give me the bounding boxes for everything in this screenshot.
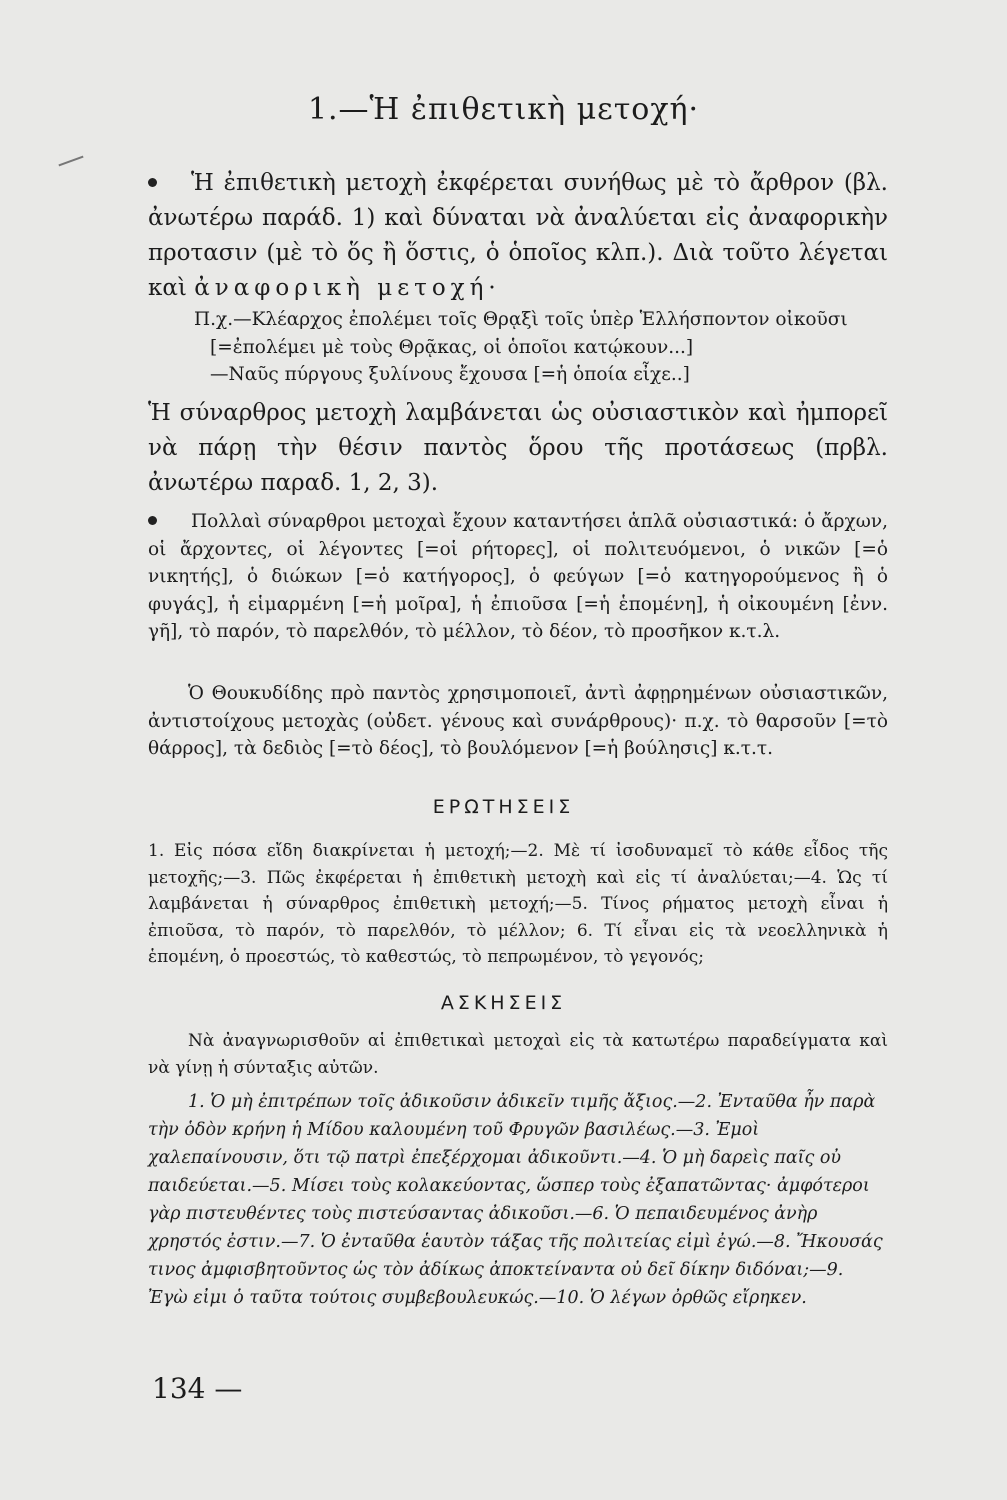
term-anaphoric-participle: ἀναφορικὴ μετοχή· [194, 275, 501, 301]
example-line: —Ναῦς πύργους ξυλίνους ἔχουσα [=ἡ ὁποία εἶχε..] [210, 364, 690, 385]
paragraph-definition [148, 166, 888, 306]
bullet-icon [148, 178, 157, 187]
paragraph-definition-text: Ἡ ἐπιθετικὴ μετοχὴ ἐκφέρεται συνήθως μὲ τὸ ἄρθρον (βλ. ἀνωτέρω παράδ. 1) καὶ δύναται νὰ ἀναλύεται εἰς ἀναφορικὴν προτασιν (μὲ τὸ ὅς ἢ ὅστις, ὁ ὁποῖος κλπ.). Διὰ τοῦτο λέγεται καὶ [148, 170, 888, 301]
page-title: 1.—Ἡ ἐπιθετικὴ μετοχή· [307, 92, 700, 127]
heading-questions: ΕΡΩΤΗΣΕΙΣ [432, 796, 575, 818]
margin-pencil-mark [58, 156, 83, 167]
paragraph-substantivized-text: Πολλαὶ σύναρθροι μετοχαὶ ἔχουν καταντήσει ἁπλᾶ οὐσιαστικά: ὁ ἄρχων, οἱ ἄρχοντες, οἱ λέγοντες [=οἱ ρήτορες], οἱ πολιτευόμενοι, ὁ νικῶν [=ὁ νικητής], ὁ διώκων [=ὁ κατήγορος], ὁ φεύγων [=ὁ κατηγορούμενος ἢ ὁ φυγάς], ἡ εἱμαρμένη [=ἡ μοῖρα], ἡ ἐπιοῦσα [=ἡ ἑπομένη], ἡ οἰκουμένη [ἐνν. γῆ], τὸ παρόν, τὸ παρελθόν, τὸ μέλλον, τὸ δέον, τὸ προσῆκον κ.τ.λ. [148, 511, 888, 642]
example-line: Π.χ.—Κλέαρχος ἐπολέμει τοῖς Θρᾳξὶ τοῖς ὑπὲρ Ἑλλήσποντον οἰκοῦσι [194, 309, 848, 330]
paragraph-substantivized [148, 508, 888, 646]
exercise-intro: Νὰ ἀναγνωρισθοῦν αἱ ἐπιθετικαὶ μετοχαὶ εἰς τὰ κατωτέρω παραδείγματα καὶ νὰ γίνῃ ἡ σύνταξις αὐτῶν. [148, 1031, 888, 1078]
questions-block: 1. Εἰς πόσα εἴδη διακρίνεται ἡ μετοχή;—2. Μὲ τί ἰσοδυναμεῖ τὸ κάθε εἶδος τῆς μετοχῆς;—3. Πῶς ἐκφέρεται ἡ ἐπιθετικὴ μετοχὴ καὶ εἰς τί ἀναλύεται;—4. Ὡς τί λαμβάνεται ἡ σύναρθρος ἐπιθετικὴ μετοχή;—5. Τίνος ρήματος μετοχὴ εἶναι ἡ ἐπιοῦσα, τὸ παρόν, τὸ παρελθόν, τὸ μέλλον; 6. Τί εἶναι εἰς τὰ νεοελληνικὰ ἡ ἑπομένη, ὁ προεστώς, τὸ καθεστώς, τὸ πεπρωμένον, τὸ γεγονός; [148, 841, 888, 967]
heading-exercises: ΑΣΚΗΣΕΙΣ [440, 992, 567, 1014]
paragraph-thucydides: Ὁ Θουκυδίδης πρὸ παντὸς χρησιμοποιεῖ, ἀντὶ ἀφῃρημένων οὐσιαστικῶν, ἀντιστοίχους μετοχὰς (οὐδετ. γένους καὶ συνάρθρους)· π.χ. τὸ θαρσοῦν [=τὸ θάρρος], τὰ δεδιὸς [=τὸ δέος], τὸ βουλόμενον [=ἡ βούλησις] κ.τ.τ. [148, 683, 888, 759]
example-block [148, 306, 888, 389]
bullet-icon [148, 516, 157, 525]
exercises-block [148, 1088, 888, 1312]
paragraph-articular: Ἡ σύναρθρος μετοχὴ λαμβάνεται ὡς οὐσιαστικὸν καὶ ἠμπορεῖ νὰ πάρῃ τὴν θέσιν παντὸς ὅρου τῆς προτάσεως (πρβλ. ἀνωτέρω παραδ. 1, 2, 3). [148, 400, 888, 496]
example-line: [=ἐπολέμει μὲ τοὺς Θρᾷκας, οἱ ὁποῖοι κατῴκουν...] [210, 336, 694, 358]
exercises-text: 1. Ὁ μὴ ἐπιτρέπων τοῖς ἀδικοῦσιν ἀδικεῖν τιμῆς ἄξιος.—2. Ἐνταῦθα ἦν παρὰ τὴν ὁδὸν κρήνη ἡ Μίδου καλουμένη τοῦ Φρυγῶν βασιλέως.—3. Ἐμοὶ χαλεπαίνουσιν, ὅτι τῷ πατρὶ ἐπεξέρχομαι ἀδικοῦντι.—4. Ὁ μὴ δαρεὶς παῖς οὐ παιδεύεται.—5. Μίσει τοὺς κολακεύοντας, ὥσπερ τοὺς ἐξαπατῶντας· ἀμφότεροι γὰρ πιστευθέντες τοὺς πιστεύσαντας ἀδικοῦσι.—6. Ὁ πεπαιδευμένος ἀνὴρ χρηστός ἐστιν.—7. Ὁ ἐνταῦθα ἑαυτὸν τάξας τῆς πολιτείας εἰμὶ ἐγώ.—8. Ἤκουσάς τινος ἀμφισβητοῦντος ὡς τὸν ἀδίκως ἀποκτείναντα οὐ δεῖ δίκην διδόναι;—9. Ἐγὼ εἰμι ὁ ταῦτα τούτοις συμβεβουλευκώς.—10. Ὁ λέγων ὀρθῶς εἴρηκεν. [148, 1092, 883, 1308]
page-number: 134 — [152, 1372, 243, 1405]
